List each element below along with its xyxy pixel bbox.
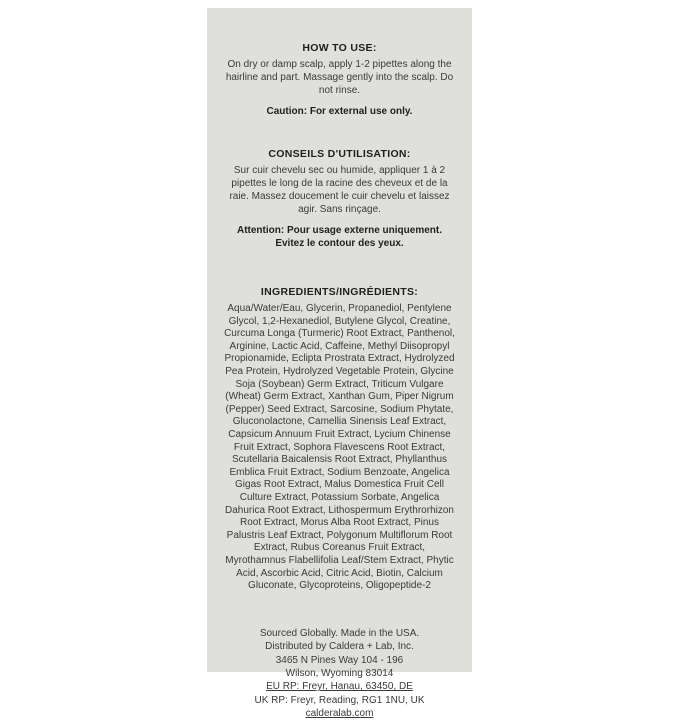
conseils-utilisation-section xyxy=(223,148,456,250)
ingredients-list: Aqua/Water/Eau, Glycerin, Propanediol, Pentylene Glycol, 1,2-Hexanediol, Butylene Glycol, Creatine, Curcuma Longa (Turmeric) Root Extract, Panthenol, Arginine, Lactic Acid, Caffeine, Methyl Diisopropyl Propionamide, Eclipta Prostrata Extract, Hydrolyzed Pea Protein, Hydrolyzed Vegetable Protein, Glycine Soja (Soybean) Germ Extract, Triticum Vulgare (Wheat) Germ Extract, Xanthan Gum, Piper Nigrum (Pepper) Seed Extract, Sarcosine, Sodium Phytate, Gluconolactone, Camellia Sinensis Leaf Extract, Capsicum Annuum Fruit Extract, Lycium Chinense Fruit Extract, Sophora Flavescens Root Extract, Scutellaria Baicalensis Root Extract, Phyllanthus Emblica Fruit Extract, Sodium Benzoate, Angelica Gigas Root Extract, Malus Domestica Fruit Cell Culture Extract, Potassium Sorbate, Angelica Dahurica Root Extract, Lithospermum Erythrorhizon Root Extract, Morus Alba Root Extract, Pinus Palustris Leaf Extract, Polygonum Multiflorum Root Extract, Rubus Coreanus Fruit Extract, Myrothamnus Flabellifolia Leaf/Stem Extract, Phytic Acid, Ascorbic Acid, Citric Acid, Biotin, Calcium Gluconate, Glycoproteins, Oligopeptide-2 xyxy=(224,303,455,592)
footer-website: calderalab.com xyxy=(305,708,374,720)
footer-sourced: Sourced Globally. Made in the USA. xyxy=(259,627,420,639)
label-panel xyxy=(207,8,472,720)
footer-address-city: Wilson, Wyoming 83014 xyxy=(285,667,394,679)
how-to-use-body: On dry or damp scalp, apply 1-2 pipettes along the hairline and part. Massage gently into the scalp. Do not rinse. xyxy=(225,59,454,97)
footer-uk-rp: UK RP: Freyr, Reading, RG1 1NU, UK xyxy=(254,694,425,706)
how-to-use-heading: HOW TO USE: xyxy=(302,42,377,54)
conseils-heading: CONSEILS D'UTILISATION: xyxy=(268,147,411,160)
footer-address-street: 3465 N Pines Way 104 - 196 xyxy=(275,654,404,666)
ingredients-section xyxy=(223,286,456,593)
conseils-body: Sur cuir chevelu sec ou humide, appliquer 1 à 2 pipettes le long de la racine des cheveux et de la raie. Massez doucement le cuir chevelu et laissez agir. Sans rinçage. xyxy=(229,164,450,216)
how-to-use-caution: Caution: For external use only. xyxy=(266,105,413,117)
footer-distributor: Distributed by Caldera + Lab, Inc. xyxy=(265,641,414,653)
conseils-attention: Attention: Pour usage externe uniquement. Evitez le contour des yeux. xyxy=(236,224,443,249)
ingredients-heading: INGREDIENTS/INGRÉDIENTS: xyxy=(260,286,419,299)
footer-eu-rp: EU RP: Freyr, Hanau, 63450, DE xyxy=(266,681,413,693)
label-footer xyxy=(223,627,456,721)
how-to-use-section xyxy=(223,42,456,118)
